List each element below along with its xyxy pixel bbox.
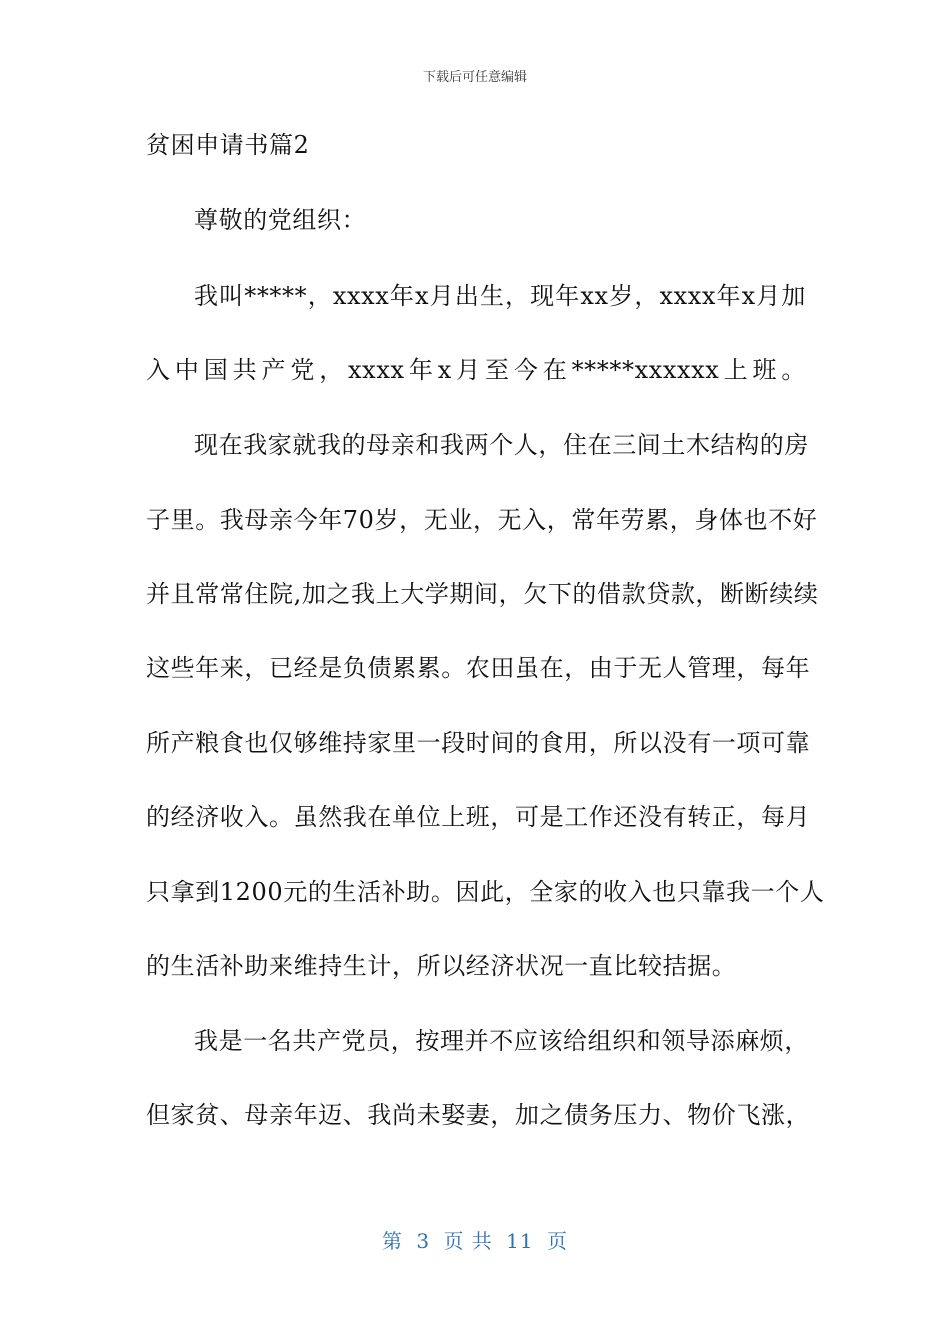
footer-page-number: 3 [416, 1229, 431, 1253]
paragraph-line: 的生活补助来维持生计，所以经济状况一直比较拮据。 [146, 952, 737, 980]
page-header-note: 下载后可任意编辑 [422, 70, 527, 85]
paragraph-line: 现在我家就我的母亲和我两个人，住在三间土木结构的房 [194, 431, 809, 459]
paragraph-line: 的经济收入。虽然我在单位上班，可是工作还没有转正，每月 [146, 803, 811, 831]
footer-suffix: 页 [546, 1229, 568, 1253]
paragraph-line: 子里。我母亲今年70岁，无业，无入，常年劳累，身体也不好 [146, 506, 818, 534]
paragraph-line: 但家贫、母亲年迈、我尚未娶妻，加之债务压力、物价飞涨， [146, 1101, 811, 1129]
paragraph-line: 我是一名共产党员，按理并不应该给组织和领导添麻烦， [194, 1027, 809, 1055]
salutation: 尊敬的党组织： [194, 206, 367, 234]
paragraph-line: 只拿到1200元的生活补助。因此，全家的收入也只靠我一个人 [146, 878, 825, 906]
footer-total-pages: 11 [506, 1229, 534, 1253]
paragraph-line: 并且常常住院,加之我上大学期间，欠下的借款贷款，断断续续 [146, 580, 819, 608]
footer-middle: 页 共 [443, 1229, 493, 1253]
paragraph-line: 我叫*****，xxxx年x月出生，现年xx岁，xxxx年x月加 [194, 282, 806, 310]
paragraph-line: 入中国共产党，xxxx年x月至今在*****xxxxxx上班。 [146, 356, 806, 384]
document-title: 贫困申请书篇2 [146, 131, 310, 159]
page-footer [0, 1225, 950, 1254]
paragraph-line: 这些年来，已经是负债累累。农田虽在，由于无人管理，每年 [146, 654, 811, 682]
paragraph-line: 所产粮食也仅够维持家里一段时间的食用，所以没有一项可靠 [146, 729, 811, 757]
footer-prefix: 第 [382, 1229, 403, 1253]
